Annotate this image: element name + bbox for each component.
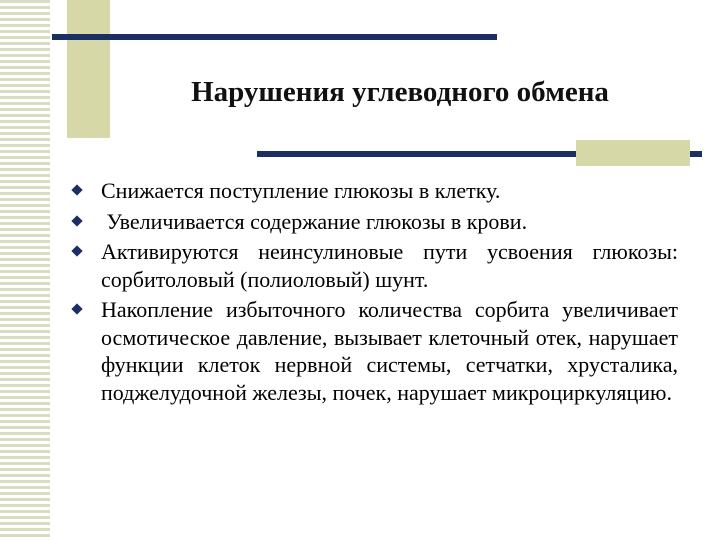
list-item (72, 296, 678, 406)
list-item (72, 238, 678, 293)
diamond-bullet-icon (71, 184, 82, 195)
bullet-text: Накопление избыточного количества сорбита увеличивает осмотическое давление, вызывает клеточный отек, нарушает функции клеток нервной системы, сетчатки, хрусталика, поджелудочной железы, почек, нарушает микроциркуляцию. (101, 297, 678, 405)
diamond-bullet-icon (71, 303, 82, 314)
list-item (72, 208, 678, 236)
bullet-list (72, 177, 678, 409)
bullet-text: Активируются неинсулиновые пути усвоения глюкозы: сорбитоловый (полиоловый) шунт. (101, 239, 678, 292)
decorative-olive-block-top (67, 0, 110, 138)
slide-title: Нарушения углеводного обмена (191, 76, 609, 108)
decorative-olive-block-bottom (576, 140, 690, 166)
diamond-bullet-icon (71, 245, 82, 256)
diamond-bullet-icon (71, 215, 82, 226)
list-item (72, 177, 678, 205)
bullet-text: Снижается поступление глюкозы в клетку. (101, 178, 501, 203)
title-rule-top (52, 34, 497, 40)
decorative-stripes (0, 0, 50, 540)
bullet-text: Увеличивается содержание глюкозы в крови. (101, 208, 528, 234)
